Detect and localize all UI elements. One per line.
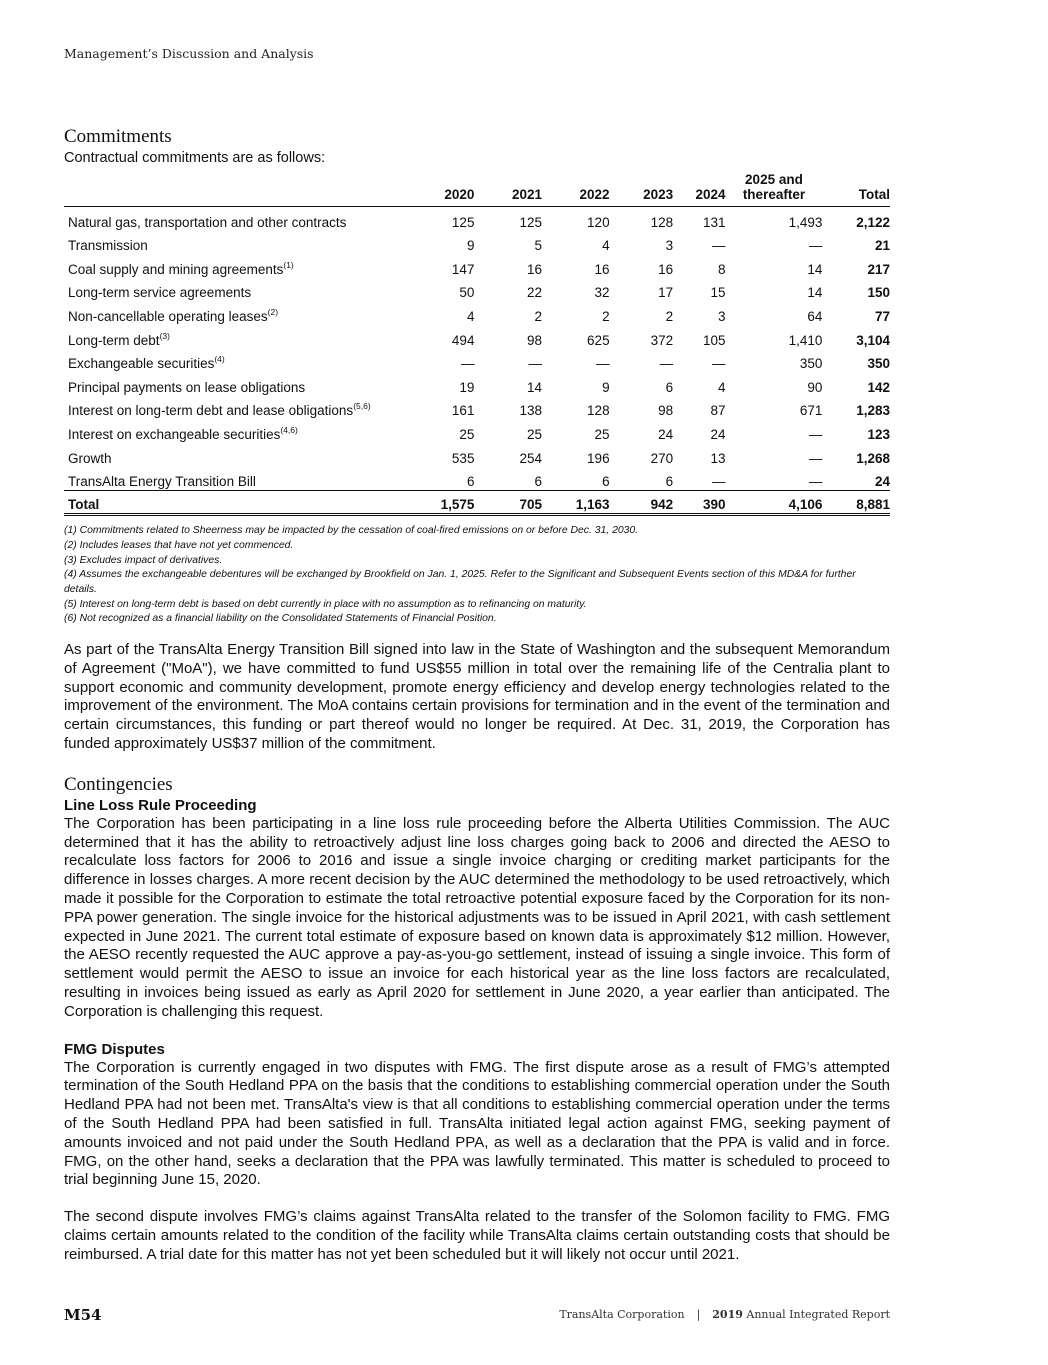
row-value: 128 [587, 403, 610, 419]
total-2025-thereafter: 4,106 [726, 491, 823, 515]
row-label [64, 278, 425, 302]
row-value: 4 [602, 238, 610, 254]
row-value: — [659, 356, 674, 372]
fmg-paragraph-2: The second dispute involves FMG’s claims against TransAlta related to the transfer of the Solomon facility to FMG. FMG claims certain amounts related to the condition of the facility while TransAlta claims certain outstanding costs that should be reimbursed. A trial date for this matter has not yet been scheduled but it will likely not occur until 2021. [64, 1208, 890, 1263]
row-value: 8 [718, 261, 726, 277]
row-value: 16 [526, 261, 543, 277]
row-value: 161 [451, 403, 475, 419]
table-row [64, 207, 890, 231]
contingencies-heading: Contingencies [64, 773, 173, 795]
row-value: 350 [799, 356, 823, 372]
row-value: 125 [519, 214, 543, 230]
fmg-paragraph-1: The Corporation is currently engaged in two disputes with FMG. The first dispute arose as a result of FMG’s attempted termination of the South Hedland PPA on the basis that the conditions to establishing commercial operation under the South Hedland PPA had not been met. TransAlta's view is that all conditions to establishing commercial operation under the terms of the South Hedland PPA had been satisfied in full. TransAlta initiated legal action against FMG, seeking payment of amounts invoiced and not paid under the South Hedland PPA, as well as a declaration that the PPA is valid and in force. FMG, on the other hand, seeks a declaration that the PPA was lawfully terminated. This matter is scheduled to proceed to trial beginning June 15, 2020. [64, 1058, 890, 1189]
row-value: 270 [650, 450, 674, 466]
header-2021: 2021 [474, 172, 542, 207]
row-total: 217 [867, 261, 890, 277]
total-2024: 390 [673, 491, 725, 515]
row-value: 25 [526, 426, 543, 442]
header-2022: 2022 [542, 172, 610, 207]
footer-report-name: Annual Integrated Report [746, 1308, 890, 1321]
table-body [64, 207, 890, 515]
footnotes [64, 524, 890, 627]
row-value: 6 [466, 474, 475, 490]
row-value: 1,410 [788, 332, 823, 348]
row-value: 14 [807, 285, 823, 301]
main-content [64, 126, 890, 1265]
table-row [64, 349, 890, 373]
row-label-text: Transmission [68, 238, 148, 254]
row-total: 24 [874, 474, 890, 490]
row-label [64, 207, 425, 231]
row-value: — [712, 474, 726, 490]
footnote-ref: (1) [283, 259, 294, 270]
row-label-text: Long-term service agreements [68, 285, 252, 301]
row-value: 625 [587, 332, 610, 348]
footnote-ref: (4,6) [280, 424, 298, 435]
row-value: 16 [658, 261, 674, 277]
row-value: 120 [587, 214, 610, 230]
row-label-text: Non-cancellable operating leases [68, 308, 268, 324]
row-label [64, 254, 425, 278]
header-2023: 2023 [610, 172, 674, 207]
row-value: 17 [658, 285, 674, 301]
row-value: 5 [534, 238, 543, 254]
row-total: 350 [867, 356, 890, 372]
table-header-row [64, 172, 890, 207]
row-value: 3 [665, 238, 674, 254]
total-2023: 942 [610, 491, 674, 515]
commitments-heading: Commitments [64, 126, 172, 147]
row-value: — [808, 426, 823, 442]
footnote-ref: (2) [267, 306, 279, 317]
row-value: 125 [451, 214, 475, 230]
row-label [64, 372, 425, 396]
row-value: — [808, 450, 823, 466]
footnote-ref: (5,6) [353, 401, 371, 412]
row-label [64, 231, 425, 255]
commitments-table [64, 172, 890, 516]
footnote: (6) Not recognized as a financial liability on the Consolidated Statements of Financial Position. [64, 613, 497, 625]
table-row [64, 372, 890, 396]
line-loss-heading: Line Loss Rule Proceeding [64, 796, 257, 814]
footnote-ref: (3) [159, 330, 170, 341]
row-label-text: Coal supply and mining agreements [68, 261, 284, 277]
row-value: 3 [718, 308, 726, 324]
row-value: 14 [807, 261, 823, 277]
row-value: 2 [665, 308, 674, 324]
row-value: 105 [703, 332, 726, 348]
row-label-text: Principal payments on lease obligations [68, 379, 306, 395]
row-value: 138 [519, 403, 543, 419]
footnote: (4) Assumes the exchangeable debentures will be exchanged by Brookfield on Jan. 1, 2025. Refer to the Significant and Subsequent Events section of this MD&A for further details. [64, 569, 856, 595]
row-label [64, 467, 425, 491]
footnote: (2) Includes leases that have not yet commenced. [64, 539, 294, 551]
row-label-text: Natural gas, transportation and other contracts [68, 214, 347, 230]
row-value: 24 [658, 426, 674, 442]
row-label [64, 301, 425, 325]
row-value: 128 [650, 214, 674, 230]
row-value: 15 [710, 285, 726, 301]
row-value: 1,493 [788, 214, 823, 230]
row-label-text: Long-term debt [68, 332, 160, 348]
row-value: 22 [526, 285, 543, 301]
header-2025-line2: thereafter [742, 187, 806, 202]
row-value: 16 [594, 261, 610, 277]
row-value: 535 [451, 450, 475, 466]
header-total: Total [822, 172, 890, 207]
row-label-text: Interest on long-term debt and lease obligations [68, 403, 354, 419]
row-value: — [808, 474, 823, 490]
page-number: M54 [64, 1306, 102, 1324]
commitments-lead: Contractual commitments are as follows: [64, 150, 326, 166]
row-value: 25 [459, 426, 475, 442]
row-label-text: Exchangeable securities [68, 356, 215, 372]
row-value: 196 [587, 450, 610, 466]
row-label [64, 396, 425, 420]
row-value: 131 [703, 214, 726, 230]
row-label [64, 325, 425, 349]
row-value: 6 [602, 474, 610, 490]
footer-separator: | [696, 1308, 701, 1321]
row-value: 4 [466, 308, 475, 324]
row-value: — [460, 356, 475, 372]
row-total: 1,268 [856, 450, 890, 466]
row-total: 2,122 [856, 214, 890, 230]
row-value: 64 [807, 308, 823, 324]
footer-company: TransAlta Corporation [559, 1308, 685, 1321]
table-row [64, 231, 890, 255]
row-total: 3,104 [856, 332, 890, 348]
row-value: — [808, 238, 823, 254]
row-value: 494 [451, 332, 475, 348]
header-label-cell [64, 172, 425, 207]
table-row [64, 301, 890, 325]
row-value: 32 [594, 285, 610, 301]
table-row [64, 419, 890, 443]
header-2024: 2024 [673, 172, 725, 207]
row-value: 24 [710, 426, 726, 442]
row-value: 2 [602, 308, 610, 324]
row-value: 9 [602, 379, 610, 395]
row-label-text: Growth [68, 450, 112, 466]
fmg-heading: FMG Disputes [64, 1040, 165, 1058]
row-value: 2 [534, 308, 543, 324]
row-value: 372 [650, 332, 674, 348]
line-loss-paragraph: The Corporation has been participating in a line loss rule proceeding before the Alberta Utilities Commission. The AUC determined that it has the ability to retroactively adjust line loss charges going back to 2006 and directed the AESO to recalculate loss factors for 2006 to 2016 and issue a single invoice charging or crediting market participants for the difference in losses charges. A more recent decision by the AUC determined the methodology to be used retroactively, which made it possible for the Corporation to estimate the total retroactive potential exposure faced by the Corporation for its non-PPA power generation. The single invoice for the historical adjustments was to be issued in April 2021, with cash settlement expected in June 2021. The current total estimate of exposure based on known data is approximately $12 million. However, the AESO recently requested the AUC approve a pay-as-you-go settlement, instead of issuing a single invoice. This form of settlement would permit the AESO to issue an invoice for each historical year as the line loss factors are recalculated, resulting in invoices being issued as early as April 2020 for settlement in June 2020, a year earlier than anticipated. The Corporation is challenging this request. [64, 814, 890, 1020]
row-value: — [712, 356, 726, 372]
row-value: 4 [718, 379, 726, 395]
footnote: (5) Interest on long-term debt is based on debt currently in place with no assumption as to refinancing on maturity. [64, 598, 587, 610]
row-value: 9 [466, 238, 475, 254]
row-value: 19 [459, 379, 475, 395]
header-2020: 2020 [425, 172, 474, 207]
row-total: 21 [874, 238, 890, 254]
row-value: 98 [526, 332, 543, 348]
footnote-ref: (4) [214, 354, 225, 365]
footer-year: 2019 [712, 1308, 743, 1321]
row-label-text: Interest on exchangeable securities [68, 426, 281, 442]
total-2020: 1,575 [425, 491, 474, 515]
header-2025-line1: 2025 and [745, 172, 803, 187]
footer-report-info [559, 1308, 890, 1321]
commitments-paragraph: As part of the TransAlta Energy Transition Bill signed into law in the State of Washington and the subsequent Memorandum of Agreement ("MoA"), we have committed to fund US$55 million in total over the remaining life of the Centralia plant to support economic and community development, promote energy efficiency and develop energy technologies related to the improvement of the environment. The MoA contains certain provisions for termination and in the event of the termination and certain circumstances, this funding or part thereof would no longer be required. At Dec. 31, 2019, the Corporation has funded approximately US$37 million of the commitment. [64, 641, 890, 753]
row-total: 150 [867, 285, 890, 301]
row-value: 13 [710, 450, 726, 466]
row-value: 147 [451, 261, 475, 277]
row-label [64, 443, 425, 467]
total-label: Total [64, 491, 425, 515]
row-total: 142 [867, 379, 890, 395]
table-row [64, 443, 890, 467]
row-value: — [712, 238, 726, 254]
table-row [64, 325, 890, 349]
row-value: 25 [594, 426, 610, 442]
total-2022: 1,163 [542, 491, 610, 515]
row-total: 77 [874, 308, 890, 324]
table-row [64, 467, 890, 491]
table-row [64, 254, 890, 278]
footnote: (3) Excludes impact of derivatives. [64, 554, 223, 566]
header-2025-thereafter [726, 172, 823, 207]
row-value: 14 [526, 379, 543, 395]
row-value: 6 [665, 474, 674, 490]
row-label [64, 349, 425, 373]
row-value: — [528, 356, 543, 372]
footnote: (1) Commitments related to Sheerness may be impacted by the cessation of coal-fired emissions on or before Dec. 31, 2030. [64, 525, 639, 537]
row-value: 90 [807, 379, 823, 395]
total-2021: 705 [474, 491, 542, 515]
running-header: Management’s Discussion and Analysis [64, 46, 314, 61]
row-total: 123 [867, 426, 890, 442]
row-value: 6 [665, 379, 674, 395]
table-row [64, 396, 890, 420]
total-grand: 8,881 [822, 491, 890, 515]
row-value: 671 [799, 403, 823, 419]
row-value: 254 [519, 450, 543, 466]
row-value: 98 [658, 403, 674, 419]
row-value: — [596, 356, 610, 372]
row-label [64, 419, 425, 443]
row-value: 87 [710, 403, 726, 419]
table-total-row [64, 491, 890, 515]
row-value: 50 [459, 285, 475, 301]
row-label-text: TransAlta Energy Transition Bill [68, 474, 256, 490]
row-total: 1,283 [856, 403, 890, 419]
row-value: 6 [534, 474, 543, 490]
table-row [64, 278, 890, 302]
